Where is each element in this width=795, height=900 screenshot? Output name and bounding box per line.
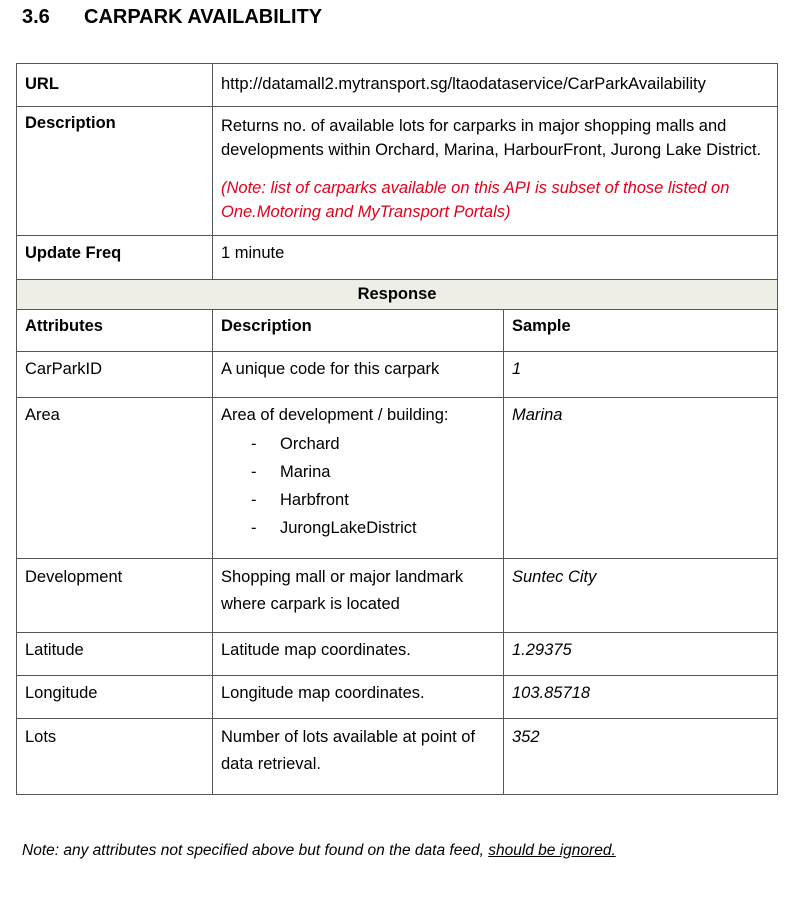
attribute-cell: Longitude bbox=[17, 676, 213, 719]
description-cell bbox=[213, 107, 778, 236]
description-cell bbox=[213, 398, 504, 559]
description-cell: Shopping mall or major landmark where carpark is located bbox=[213, 559, 504, 633]
update-freq-row bbox=[17, 236, 778, 280]
sample-cell: 1.29375 bbox=[504, 633, 778, 676]
response-header-row bbox=[17, 280, 778, 310]
dash-bullet: - bbox=[251, 463, 257, 481]
description-cell: Number of lots available at point of data retrieval. bbox=[213, 719, 504, 795]
footnote-emphasis: should be ignored. bbox=[488, 842, 616, 859]
dash-bullet: - bbox=[251, 435, 257, 453]
attribute-cell: Area bbox=[17, 398, 213, 559]
table-row bbox=[17, 352, 778, 398]
api-spec-table bbox=[16, 63, 778, 795]
update-freq-value: 1 minute bbox=[213, 236, 778, 280]
table-row bbox=[17, 719, 778, 795]
column-header-attributes: Attributes bbox=[17, 310, 213, 352]
column-header-sample: Sample bbox=[504, 310, 778, 352]
sample-cell: 103.85718 bbox=[504, 676, 778, 719]
sample-cell: Suntec City bbox=[504, 559, 778, 633]
section-heading bbox=[22, 6, 322, 29]
description-note: (Note: list of carparks available on this API is subset of those listed on One.Motoring and MyTransport Portals) bbox=[221, 179, 730, 221]
column-header-description: Description bbox=[213, 310, 504, 352]
list-item: - Orchard bbox=[251, 430, 495, 458]
table-row bbox=[17, 676, 778, 719]
response-title: Response bbox=[17, 280, 778, 310]
sample-cell: 352 bbox=[504, 719, 778, 795]
attribute-cell: Development bbox=[17, 559, 213, 633]
description-text: Returns no. of available lots for carparks in major shopping malls and developments within Orchard, Marina, HarbourFront, Jurong Lake District. bbox=[221, 117, 762, 159]
description-cell: Latitude map coordinates. bbox=[213, 633, 504, 676]
footnote-text: Note: any attributes not specified above but found on the data feed, bbox=[22, 842, 489, 859]
section-title: CARPARK AVAILABILITY bbox=[84, 6, 323, 28]
attribute-cell: Lots bbox=[17, 719, 213, 795]
area-list bbox=[221, 430, 495, 542]
list-item: - Marina bbox=[251, 458, 495, 486]
list-item: - Harbfront bbox=[251, 486, 495, 514]
description-cell: Longitude map coordinates. bbox=[213, 676, 504, 719]
column-header-row bbox=[17, 310, 778, 352]
description-label: Description bbox=[17, 107, 213, 236]
url-value[interactable]: http://datamall2.mytransport.sg/ltaodataservice/CarParkAvailability bbox=[213, 64, 778, 107]
description-cell: A unique code for this carpark bbox=[213, 352, 504, 398]
table-row bbox=[17, 633, 778, 676]
attribute-cell: Latitude bbox=[17, 633, 213, 676]
table-row bbox=[17, 398, 778, 559]
sample-cell: Marina bbox=[504, 398, 778, 559]
url-label: URL bbox=[17, 64, 213, 107]
description-row bbox=[17, 107, 778, 236]
attribute-cell: CarParkID bbox=[17, 352, 213, 398]
sample-cell: 1 bbox=[504, 352, 778, 398]
section-number: 3.6 bbox=[22, 6, 50, 28]
update-freq-label: Update Freq bbox=[17, 236, 213, 280]
url-row bbox=[17, 64, 778, 107]
dash-bullet: - bbox=[251, 491, 257, 509]
table-row bbox=[17, 559, 778, 633]
dash-bullet: - bbox=[251, 519, 257, 537]
list-item: - JurongLakeDistrict bbox=[251, 514, 495, 542]
area-description: Area of development / building: bbox=[221, 406, 449, 424]
footnote bbox=[22, 842, 616, 860]
